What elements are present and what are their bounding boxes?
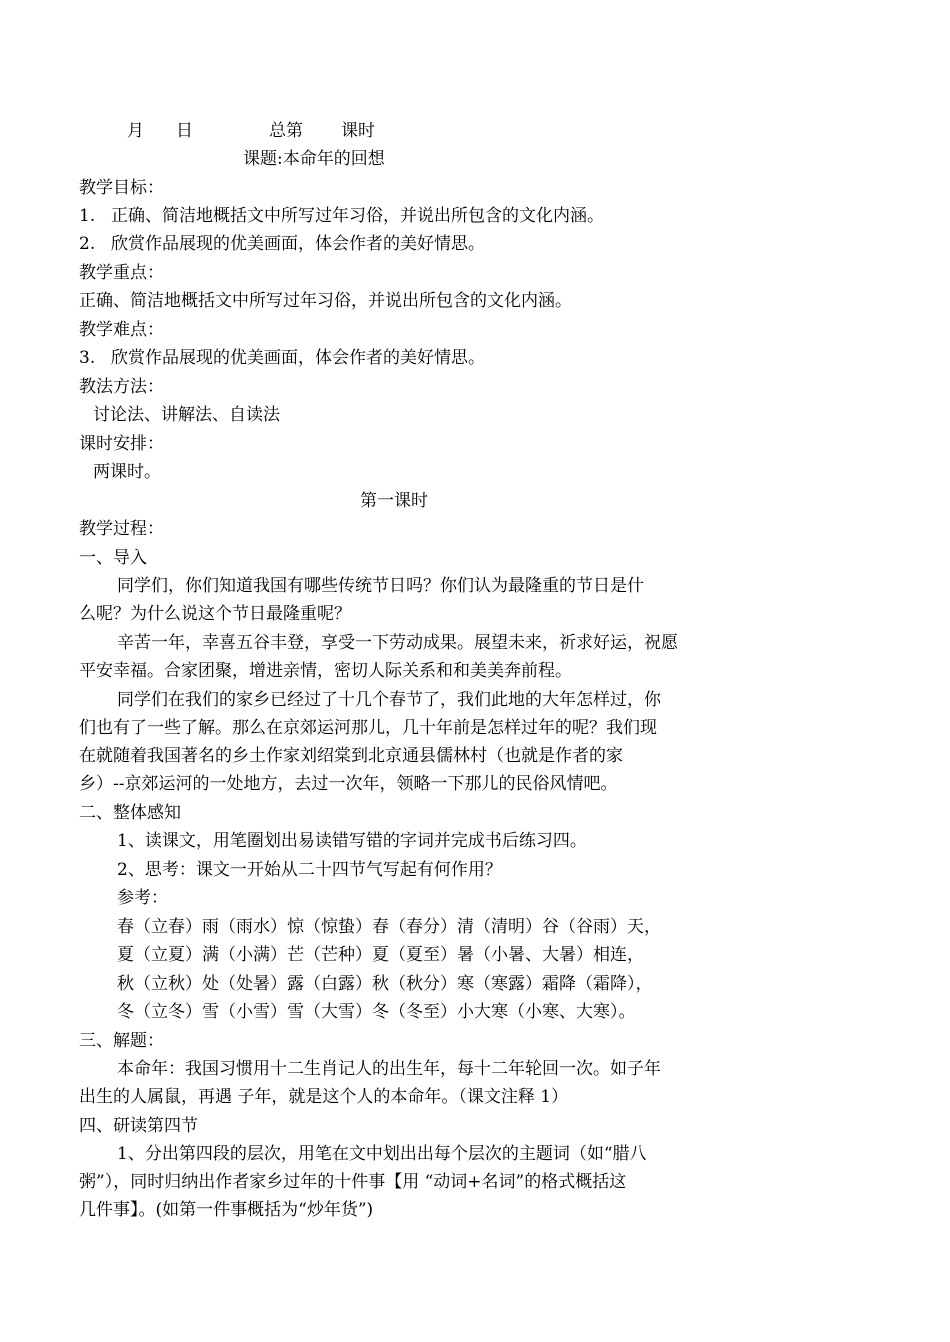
s2-item-1: 1、读课文，用笔圈划出易读错写错的字词并完成书后练习四。: [117, 831, 587, 851]
solar-terms-line-1: 春（立春）雨（雨水）惊（惊蛰）春（春分）清（清明）谷（谷雨）天，: [117, 917, 661, 937]
s2-item-2: 2、思考：课文一开始从二十四节气写起有何作用？: [117, 860, 502, 880]
s3-line-1: 本命年：我国习惯用十二生肖记人的出生年，每十二年轮回一次。如子年: [117, 1059, 661, 1079]
s1-paragraph-3-line-4: 乡）--京郊运河的一处地方，去过一次年，领略一下那儿的民俗风情吧。: [79, 774, 618, 794]
lesson-title: 第一课时: [360, 491, 428, 511]
goal-text-1: 正确、简洁地概括文中所写过年习俗，并说出所包含的文化内涵。: [111, 206, 604, 226]
solar-terms-line-2: 夏（立夏）满（小满）芒（芒种）夏（夏至）暑（小暑、大暑）相连，: [117, 945, 644, 965]
key-points-text: 正确、简洁地概括文中所写过年习俗，并说出所包含的文化内涵。: [79, 291, 572, 311]
difficulty-heading: 教学难点：: [79, 320, 164, 340]
methods-text: 讨论法、讲解法、自读法: [93, 405, 280, 425]
s1-paragraph-3-line-2: 们也有了一些了解。那么在京郊运河那儿，几十年前是怎样过年的呢？我们现: [79, 718, 657, 738]
s4-line-1: 1、分出第四段的层次，用笔在文中划出出每个层次的主题词（如“腊八: [117, 1144, 647, 1164]
section-2-heading: 二、整体感知: [79, 803, 181, 823]
s4-line-2: 粥”），同时归纳出作者家乡过年的十件事【用 “动词+名词”的格式概括这: [79, 1172, 627, 1192]
schedule-text: 两课时。: [93, 462, 161, 482]
section-4-heading: 四、研读第四节: [79, 1116, 198, 1136]
header-total: 总第: [269, 121, 303, 141]
goal-text-2: 欣赏作品展现的优美画面，体会作者的美好情思。: [111, 234, 485, 254]
goal-num-2: 2.: [79, 234, 96, 254]
s1-paragraph-3-line-3: 在就随着我国著名的乡土作家刘绍棠到北京通县儒林村（也就是作者的家: [79, 746, 623, 766]
s1-paragraph-1-line-2: 么呢？为什么说这个节日最隆重呢？: [79, 604, 351, 624]
lesson-topic-title: 课题:本命年的回想: [243, 149, 385, 169]
section-3-heading: 三、解题：: [79, 1031, 164, 1051]
solar-terms-line-4: 冬（立冬）雪（小雪）雪（大雪）冬（冬至）小大寒（小寒、大寒）。: [117, 1002, 636, 1022]
difficulty-text: 欣赏作品展现的优美画面，体会作者的美好情思。: [111, 348, 485, 368]
section-1-heading: 一、导入: [79, 548, 147, 568]
s1-paragraph-2-line-1: 辛苦一年，幸喜五谷丰登，享受一下劳动成果。展望未来，祈求好运，祝愿: [117, 633, 678, 653]
goal-item-1: [79, 206, 604, 226]
difficulty-item: [79, 348, 485, 368]
s1-paragraph-1-line-1: 同学们，你们知道我国有哪些传统节日吗？你们认为最隆重的节日是什: [117, 576, 644, 596]
s1-paragraph-2-line-2: 平安幸福。合家团聚，增进亲情，密切人际关系和和美美奔前程。: [79, 661, 572, 681]
difficulty-num: 3.: [79, 348, 96, 368]
goals-heading: 教学目标：: [79, 178, 164, 198]
s3-line-2: 出生的人属鼠，再遇 子年，就是这个人的本命年。（课文注释 1）: [79, 1087, 569, 1107]
s4-line-3: 几件事】。(如第一件事概括为“炒年货”): [79, 1200, 374, 1220]
s2-reference-label: 参考：: [117, 888, 168, 908]
s1-paragraph-3-line-1: 同学们在我们的家乡已经过了十几个春节了，我们此地的大年怎样过，你: [117, 690, 661, 710]
header-lesson-unit: 课时: [341, 121, 375, 141]
solar-terms-line-3: 秋（立秋）处（处暑）露（白露）秋（秋分）寒（寒露）霜降（霜降），: [117, 974, 653, 994]
methods-heading: 教法方法：: [79, 377, 164, 397]
header-day: 日: [176, 121, 193, 141]
header-month: 月: [127, 121, 144, 141]
process-heading: 教学过程：: [79, 519, 164, 539]
key-points-heading: 教学重点：: [79, 263, 164, 283]
goal-item-2: [79, 234, 485, 254]
goal-num-1: 1.: [79, 206, 96, 226]
schedule-heading: 课时安排：: [79, 434, 164, 454]
